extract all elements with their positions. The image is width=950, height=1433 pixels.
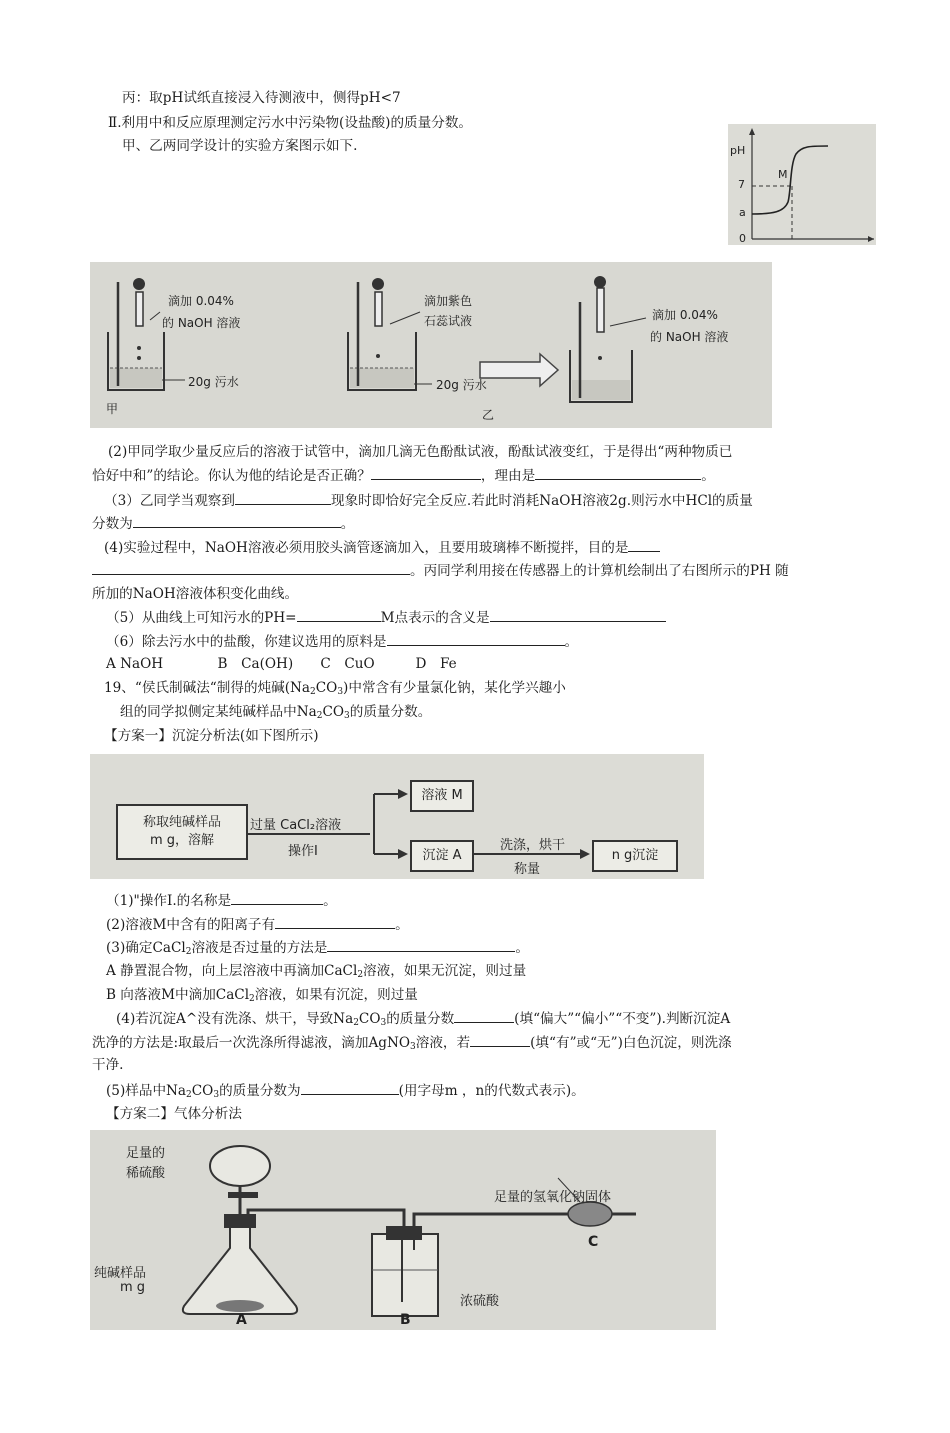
line-q4c: 所加的NaOH溶液体积变化曲线。 [92,586,299,602]
box-final-precipitate [592,840,678,872]
yi-water-label: 20g 污水 [436,378,487,392]
blank-q2-reason[interactable] [535,465,701,480]
blank-p1q4-effect[interactable] [454,1008,514,1023]
titration-svg [90,262,772,428]
line-p1q1: （1)"操作I.的名称是 。 [106,890,337,911]
jia-drop-label-1: 滴加 0.04% [168,294,234,308]
line-p1q2: (2)溶液M中含有的阳离子有 。 [106,914,409,935]
line-q5: （5）从曲线上可知污水的PH= M点表示的含义是 [106,607,666,628]
blank-q6-material[interactable] [387,631,565,646]
line-p1q3-b: B 向落液M中滴加CaCl$_2$溶液，如果有沉淀，则过量 [106,987,418,1004]
yi-drop-label-2: 石蕊试液 [424,314,473,328]
ph-y0: 0 [739,232,746,245]
line-q4a: (4)实验过程中，NaOH溶液必须用胶头滴管逐滴加入，且要用玻璃棒不断搅拌，目的是 [104,537,660,558]
flask-a-label: A [236,1312,247,1328]
jia-drop-label-2: 的 NaOH 溶液 [162,316,241,330]
line-p1q3-a: A 静置混合物，向上层溶液中再滴加CaCl$_2$溶液，如果无沉淀，则过量 [106,963,527,980]
line-bing: 丙：取pH试纸直接浸入待测液中，侧得pH<7 [122,90,401,106]
line-part2: Ⅱ.利用中和反应原理测定污水中污染物(设盐酸)的质量分数。 [108,115,473,131]
line-p1q5: (5)样品中$Na_2CO_3$的质量分数为 (用字母m ，n的代数式表示)。 [106,1080,585,1101]
line-p1q4c: 干净. [92,1057,124,1073]
line-q3b: 分数为 。 [92,513,354,534]
blank-q5-ph[interactable] [297,607,381,622]
line-q2a: (2)甲同学取少量反应后的溶液于试管中，滴加几滴无色酚酞试液，酚酞试液变红，于是得出“两种物质已 [108,444,733,460]
box-precipitate-a [410,840,474,872]
line-plan1: 【方案一】沉淀分析法(如下图所示) [104,728,319,744]
gas-apparatus-svg [90,1130,716,1330]
ph-ya: a [739,206,746,219]
flowchart-figure [90,754,704,879]
box-sample [116,804,248,860]
line-intro: 甲、乙两同学设计的实验方案图示如下. [122,138,358,154]
line-q3a: （3）乙同学当观察到 现象时即恰好完全反应.若此时消耗NaOH溶液2g.则污水中HCl的质量 [104,490,753,511]
gas-apparatus-figure [90,1130,716,1330]
sample-label-1: 纯碱样品 [94,1266,147,1281]
jia-water-label: 20g 污水 [188,375,239,389]
box-final-precipitate-text: n g沉淀 [611,848,659,863]
line-q6: （6）除去污水中的盐酸，你建议选用的原料是 。 [106,631,578,652]
box-solution-m [410,780,474,812]
acid-label-1: 足量的 [126,1146,166,1161]
h2so4-label: 浓硫酸 [460,1294,500,1309]
step-cacl2-label: 过量 CaCl₂溶液 [250,818,342,833]
sample-label-2: m g [120,1280,146,1295]
line-p1q3: (3)确定CaCl$_2$溶液是否过量的方法是 。 [106,937,529,958]
ph-point-m: M [778,168,788,181]
blank-p1q5-fraction[interactable] [301,1080,399,1095]
line-q19b: 组的同学拟侧定某纯碱样品中$Na_2CO_3$的质量分数。 [120,704,432,721]
blank-p1q3-method[interactable] [327,937,515,952]
ph-curve-svg [728,124,876,245]
ph-y7: 7 [738,178,745,191]
tube-c-label: C [588,1234,599,1250]
blank-p1q2-cations[interactable] [275,914,395,929]
blank-p1q4-has[interactable] [470,1032,530,1047]
blank-q3-fraction[interactable] [133,513,341,528]
ph-y-label: pH [730,144,746,157]
line-p1q4a: (4)若沉淀A^没有洗涤、烘干，导致$Na_2CO_3$的质量分数 (填“偏大”“偏小”“不变”).判断沉淀A [116,1008,730,1029]
yi2-drop-label-2: 的 NaOH 溶液 [650,330,729,344]
box-sample-line1: 称取纯碱样品 [142,815,221,830]
weigh-label: 称量 [514,862,541,877]
yi-drop-label-1: 滴加紫色 [424,294,473,308]
yi2-drop-label-1: 滴加 0.04% [652,308,718,322]
line-q4b: 。丙同学利用接在传感器上的计算机绘制出了右图所示的PH 随 [92,560,789,581]
box-solution-m-text: 溶液 M [421,788,463,803]
line-plan2: 【方案二】气体分析法 [106,1106,242,1122]
step-operation-label: 操作Ⅰ [288,844,318,859]
ph-curve-graph [728,124,876,245]
blank-q3-phenomenon[interactable] [235,490,331,505]
blank-p1q1-operation[interactable] [231,890,323,905]
blank-q5-meaning[interactable] [490,607,666,622]
naoh-label: 足量的氢氧化钠固体 [494,1190,612,1205]
line-q6-options: A NaOH B Ca(OH) C CuO D Fe [106,656,457,672]
box-precipitate-a-text: 沉淀 A [422,848,462,863]
acid-label-2: 稀硫酸 [126,1166,166,1181]
jia-label: 甲 [106,402,119,416]
blank-q4-purpose-b[interactable] [92,560,410,575]
blank-q4-purpose-a[interactable] [628,537,660,552]
titration-figure [90,262,772,428]
blank-q2-correct[interactable] [371,465,481,480]
line-p1q4b: 洗净的方法是:取最后一次洗涤所得滤液，滴加AgNO$_3$溶液，若 (填“有”或“无”)白色沉淀，则洗涤 [92,1032,732,1053]
line-q2b: 恰好中和”的结论。你认为他的结论是否正确？ ，理由是 。 [92,465,715,486]
box-sample-line2: m g，溶解 [149,833,215,848]
line-q19a: 19、“侯氏制碱法“制得的炖碱$(Na_2CO_3)$中常含有少量氯化钠，某化学兴趣小 [104,680,566,697]
yi-label: 乙 [482,408,495,422]
bottle-b-label: B [400,1312,411,1328]
wash-dry-label: 洗涤，烘干 [500,838,566,853]
